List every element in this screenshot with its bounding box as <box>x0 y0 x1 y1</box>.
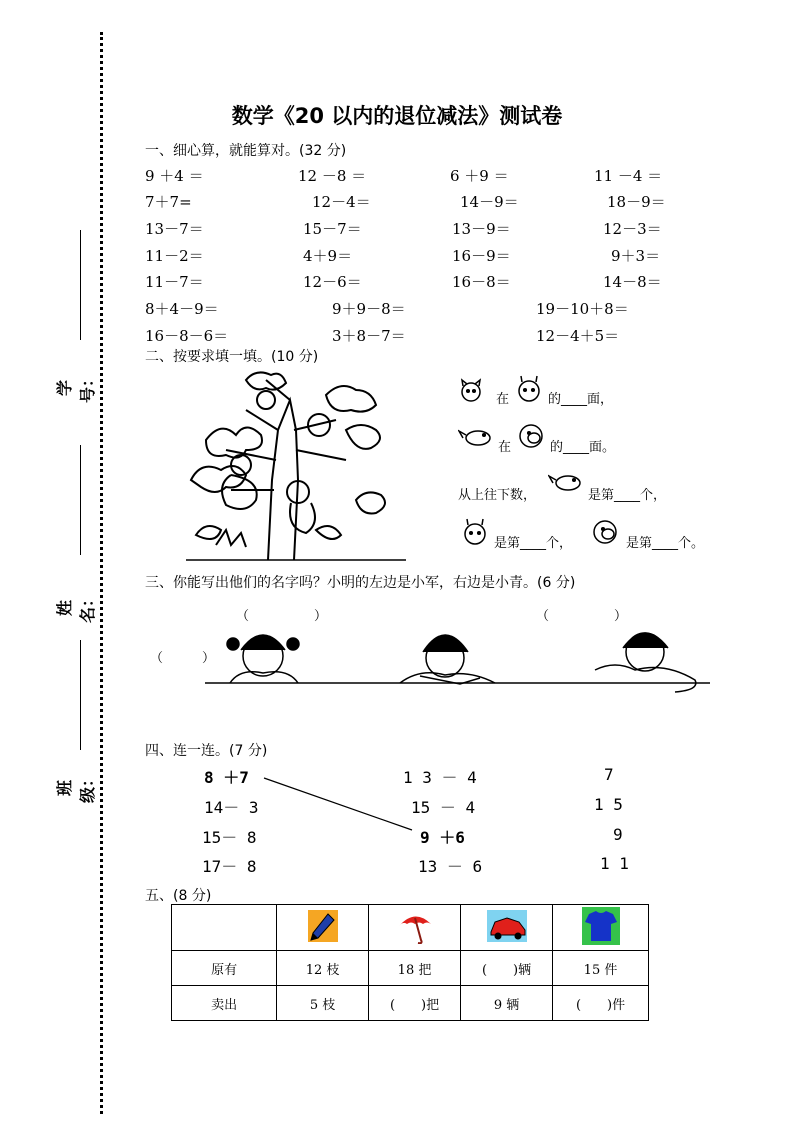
student-no-label: 学号： <box>55 370 97 403</box>
page-title: 数学《20 以内的退位减法》测试卷 <box>231 104 563 128</box>
q3-text-b: 是第____个， <box>588 488 667 503</box>
binding-dotted-line <box>100 32 103 1114</box>
match-middle-item[interactable]: 1 3 － 4 <box>403 768 477 787</box>
equation: 12 －8 ＝ <box>298 167 367 185</box>
q3-text-a: 从上往下数， <box>458 488 537 503</box>
match-left-item[interactable]: 15－ 8 <box>202 828 257 847</box>
umbrella-icon <box>395 908 435 944</box>
table-cell: 12 枝 <box>277 951 369 986</box>
table-corner-cell <box>172 905 277 951</box>
class-label: 班级： <box>55 770 97 803</box>
q1-text-a: 在 <box>496 392 510 407</box>
equation: 11 －4 ＝ <box>594 167 663 185</box>
equation: 15－7＝ <box>303 220 362 238</box>
student-no-line <box>80 230 82 340</box>
equation: 12－3＝ <box>603 220 662 238</box>
match-middle-item[interactable]: 9 ＋6 <box>420 828 465 847</box>
equation: 6 ＋9 ＝ <box>450 167 509 185</box>
bird-icon <box>458 425 496 449</box>
match-middle-item[interactable]: 13 － 6 <box>418 857 483 876</box>
match-right-item[interactable]: 1 5 <box>594 795 623 814</box>
equation: 14－9＝ <box>460 193 519 211</box>
name-blank: （ ） <box>536 609 628 624</box>
tree-illustration <box>186 370 406 562</box>
row-label: 卖出 <box>172 986 277 1021</box>
cat-icon <box>456 378 486 404</box>
equation: 16－9＝ <box>452 247 511 265</box>
match-middle-item[interactable]: 15 － 4 <box>411 798 476 817</box>
q4-text-a: 是第____个， <box>494 536 573 551</box>
table-cell-blank[interactable]: ( )件 <box>553 986 649 1021</box>
section1-heading: 一、细心算，就能算对。(32 分) <box>145 143 347 159</box>
equation: 3＋8－7＝ <box>332 327 406 345</box>
table-cell: 15 件 <box>553 951 649 986</box>
table-header-cell <box>461 905 553 951</box>
equation: 19－10＋8＝ <box>536 300 629 318</box>
name-blank: （ ） <box>236 609 328 624</box>
match-right-item[interactable]: 7 <box>604 765 614 784</box>
row-label: 原有 <box>172 951 277 986</box>
section5-heading: 五、(8 分) <box>145 888 212 904</box>
car-icon <box>485 908 529 944</box>
equation: 7＋7= <box>145 193 192 211</box>
equation: 12－4＝ <box>312 193 371 211</box>
match-left-item[interactable]: 14－ 3 <box>204 798 259 817</box>
equation: 12－4＋5＝ <box>536 327 620 345</box>
section3-heading: 三、你能写出他们的名字吗？小明的左边是小军，右边是小青。(6 分) <box>145 575 576 591</box>
equation: 12－6＝ <box>303 273 362 291</box>
name-label: 姓名： <box>55 590 97 623</box>
bird-icon <box>548 470 586 494</box>
monkey-icon <box>514 422 548 450</box>
section2-heading: 二、按要求填一填。(10 分) <box>145 349 319 365</box>
table-cell: 5 枝 <box>277 986 369 1021</box>
equation: 8＋4－9＝ <box>145 300 219 318</box>
match-left-item[interactable]: 8 ＋7 <box>204 768 249 787</box>
equation: 16－8＝ <box>452 273 511 291</box>
equation: 18－9＝ <box>607 193 666 211</box>
table-header-cell <box>277 905 369 951</box>
equation: 9＋9－8＝ <box>332 300 406 318</box>
q1-text-b: 的____面， <box>548 392 614 407</box>
equation: 11－2＝ <box>145 247 204 265</box>
q2-text-a: 在 <box>498 440 512 455</box>
pencil-icon <box>306 908 340 944</box>
name-blank: （ ） <box>150 651 216 666</box>
sales-table <box>171 904 649 1021</box>
match-left-item[interactable]: 17－ 8 <box>202 857 257 876</box>
equation: 13－7＝ <box>145 220 204 238</box>
three-children-illustration <box>205 628 715 700</box>
match-connector-line <box>260 775 420 835</box>
match-right-item[interactable]: 1 1 <box>600 854 629 873</box>
equation: 9 ＋4 ＝ <box>145 167 204 185</box>
q4-text-b: 是第____个。 <box>626 536 705 551</box>
table-cell: 9 辆 <box>461 986 553 1021</box>
equation: 9＋3＝ <box>611 247 661 265</box>
monkey-icon <box>588 518 622 546</box>
table-cell: 18 把 <box>369 951 461 986</box>
squirrel-icon <box>458 518 492 546</box>
equation: 13－9＝ <box>452 220 511 238</box>
match-right-item[interactable]: 9 <box>613 825 623 844</box>
equation: 11－7＝ <box>145 273 204 291</box>
squirrel-icon <box>512 375 546 403</box>
equation: 16－8－6＝ <box>145 327 229 345</box>
table-cell-blank[interactable]: ( )把 <box>369 986 461 1021</box>
table-cell-blank[interactable]: ( )辆 <box>461 951 553 986</box>
table-header-cell <box>369 905 461 951</box>
equation: 4＋9＝ <box>303 247 353 265</box>
shirt-icon <box>581 906 621 946</box>
table-header-cell <box>553 905 649 951</box>
name-line <box>80 445 82 555</box>
class-line <box>80 640 82 750</box>
q2-text-b: 的____面。 <box>550 440 616 455</box>
section4-heading: 四、连一连。(7 分) <box>145 743 268 759</box>
equation: 14－8＝ <box>603 273 662 291</box>
